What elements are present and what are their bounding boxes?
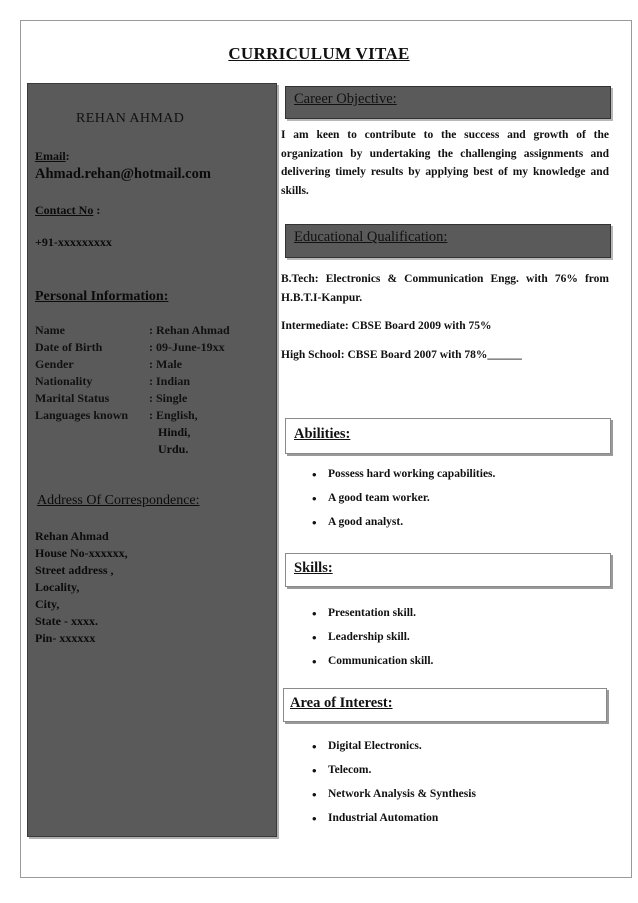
address-line: House No-xxxxxx,: [35, 546, 128, 560]
education-header: Educational Qualification:: [285, 224, 611, 258]
info-row-marital-status: Marital Status : Single: [35, 391, 188, 405]
language-hindi: Hindi,: [158, 425, 191, 439]
list-item: • Leadership skill.: [312, 631, 433, 655]
info-row-dob: Date of Birth : 09-June-19xx: [35, 340, 225, 354]
abilities-header: Abilities:: [285, 418, 611, 454]
list-item: • Network Analysis & Synthesis: [312, 788, 476, 812]
email-value: Ahmad.rehan@hotmail.com: [35, 166, 211, 182]
interest-list: [312, 740, 476, 836]
education-high-school: High School: CBSE Board 2007 with 78%______: [281, 349, 522, 361]
list-item: • Digital Electronics.: [312, 740, 476, 764]
address-line: State - xxxx.: [35, 614, 98, 628]
list-item: • Presentation skill.: [312, 607, 433, 631]
list-item: • Industrial Automation: [312, 812, 476, 836]
education-btech: B.Tech: Electronics & Communication Engg. with 76% from H.B.T.I-Kanpur.: [281, 273, 609, 304]
address-line: Pin- xxxxxx: [35, 631, 96, 645]
email-label: Email:: [35, 149, 70, 163]
address-line: Rehan Ahmad: [35, 529, 109, 543]
info-row-name: Name : Rehan Ahmad: [35, 323, 230, 337]
info-row-gender: Gender : Male: [35, 357, 182, 371]
list-item: • Possess hard working capabilities.: [312, 468, 495, 492]
candidate-name: REHAN AHMAD: [76, 111, 185, 126]
list-item: • A good analyst.: [312, 516, 495, 540]
sidebar-panel: [27, 83, 277, 837]
career-objective-text: I am keen to contribute to the success and growth of the organization by undertaking the challenging assignments and delivering timely results by applying best of my knowledge and skills.: [281, 129, 609, 197]
list-item: • Telecom.: [312, 764, 476, 788]
document-title: CURRICULUM VITAE: [228, 44, 410, 63]
career-objective-header: Career Objective:: [285, 86, 611, 119]
education-intermediate: Intermediate: CBSE Board 2009 with 75%: [281, 320, 492, 332]
list-item: • Communication skill.: [312, 655, 433, 679]
list-item: • A good team worker.: [312, 492, 495, 516]
address-line: Locality,: [35, 580, 80, 594]
skills-header: Skills:: [285, 553, 611, 587]
address-heading: Address Of Correspondence:: [37, 493, 200, 508]
contact-label: Contact No :: [35, 203, 101, 217]
contact-value: +91-xxxxxxxxx: [35, 235, 112, 249]
interest-header: Area of Interest:: [283, 688, 607, 722]
skills-list: [312, 607, 433, 679]
address-line: Street address ,: [35, 563, 114, 577]
address-line: City,: [35, 597, 60, 611]
language-urdu: Urdu.: [158, 442, 189, 456]
personal-info-heading: Personal Information:: [35, 289, 169, 304]
info-row-languages: Languages known : English,: [35, 408, 198, 422]
info-row-nationality: Nationality : Indian: [35, 374, 191, 388]
abilities-list: [312, 468, 495, 540]
